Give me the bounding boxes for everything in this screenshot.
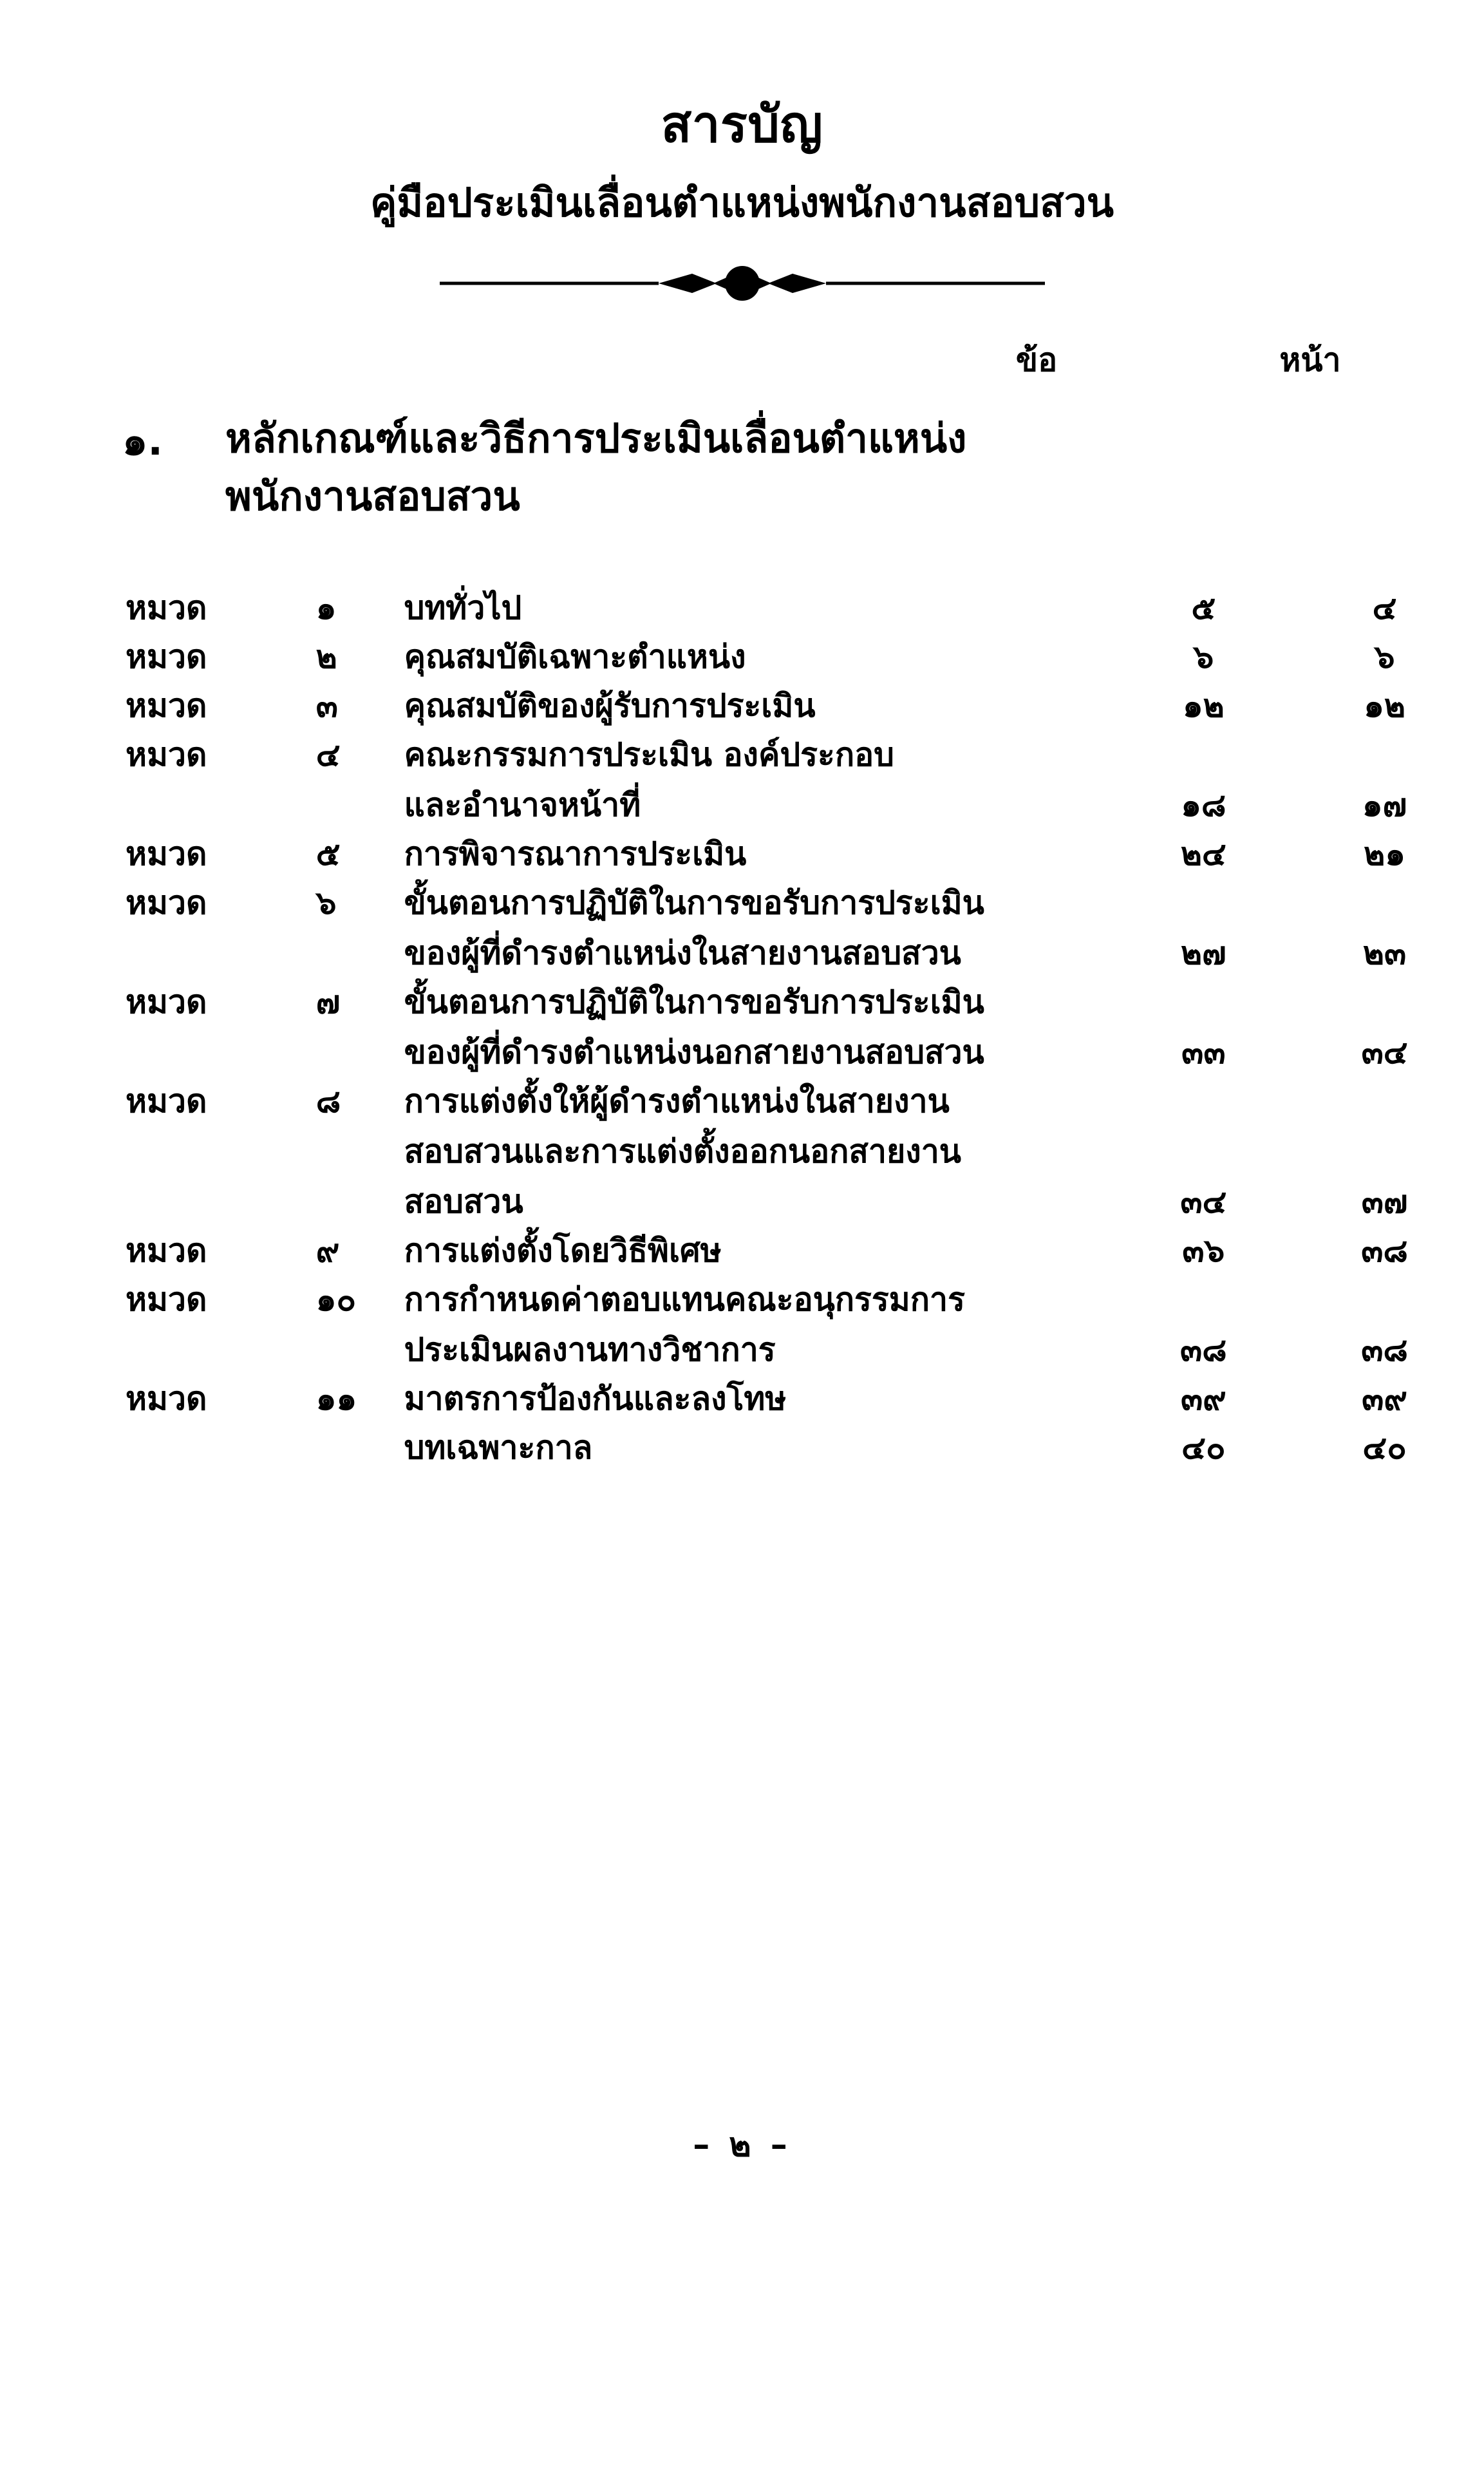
row-number: ๕ xyxy=(315,835,341,873)
row-page-no: ๔๐ xyxy=(1362,1428,1407,1466)
row-title: บททั่วไป xyxy=(404,589,522,627)
row-item-no: ๓๘ xyxy=(1179,1330,1227,1368)
row-item-no: ๖ xyxy=(1193,638,1214,676)
row-title-line-2: ของผู้ที่ดำรงตำแหน่งในสายงานสอบสวน xyxy=(404,934,961,972)
row-title: การแต่งตั้งโดยวิธีพิเศษ xyxy=(404,1231,722,1269)
row-page-no: ๓๗ xyxy=(1361,1182,1408,1220)
row-page-no: ๖ xyxy=(1374,638,1395,676)
row-number-empty xyxy=(316,1176,398,1226)
row-title: คณะกรรมการประเมิน องค์ประกอบ xyxy=(404,735,894,773)
page-footer: – ๒ – xyxy=(693,2126,791,2164)
document-page xyxy=(0,97,1484,2247)
section-title xyxy=(225,410,1127,525)
row-title: ขั้นตอนการปฏิบัติในการขอรับการประเมิน xyxy=(404,983,984,1021)
row-page-no: ๑๒ xyxy=(1364,686,1405,724)
row-page-no: ๒๓ xyxy=(1363,934,1407,972)
section-title-line-2: พนักงานสอบสวน xyxy=(225,472,520,520)
row-title-line-3: สอบสวน xyxy=(404,1182,523,1220)
row-number: ๑ xyxy=(315,589,337,627)
row-number-empty xyxy=(316,1126,398,1176)
row-label-empty xyxy=(0,1026,316,1077)
row-title: ขั้นตอนการปฏิบัติในการขอรับการประเมิน xyxy=(404,883,984,921)
column-header-page: หน้า xyxy=(1279,341,1341,379)
row-label-empty xyxy=(0,1176,316,1226)
row-title-line-2: สอบสวนและการแต่งตั้งออกนอกสายงาน xyxy=(404,1132,961,1170)
row-number-empty xyxy=(316,779,398,829)
row-label-empty xyxy=(0,779,316,829)
row-title: บทเฉพาะกาล xyxy=(404,1428,593,1466)
section-title-line-1: หลักเกณฑ์และวิธีการประเมินเลื่อนตำแหน่ง xyxy=(225,415,967,462)
row-number: ๘ xyxy=(315,1082,341,1120)
row-number-empty xyxy=(316,927,398,978)
row-title: การพิจารณาการประเมิน xyxy=(404,835,747,873)
row-label-empty xyxy=(0,1324,316,1374)
row-page-no: ๓๘ xyxy=(1361,1231,1408,1269)
column-headers xyxy=(0,335,1484,380)
row-item-no: ๓๔ xyxy=(1180,1182,1227,1220)
row-item-no: ๑๒ xyxy=(1182,686,1225,724)
row-title: การแต่งตั้งให้ผู้ดำรงตำแหน่งในสายงาน xyxy=(404,1082,950,1120)
row-label-empty xyxy=(0,927,316,978)
row-page-no: ๒๑ xyxy=(1364,835,1405,873)
row-label: หมวด xyxy=(126,1280,207,1318)
page-subtitle: คู่มือประเมินเลื่อนตำแหน่งพนักงานสอบสวน xyxy=(370,178,1114,226)
row-label: หมวด xyxy=(126,686,207,724)
row-title-line-2: ประเมินผลงานทางวิชาการ xyxy=(404,1330,776,1368)
row-page-no: ๓๔ xyxy=(1361,1033,1408,1071)
page-title: สารบัญ xyxy=(661,96,823,154)
row-number: ๔ xyxy=(315,735,341,773)
row-label: หมวด xyxy=(126,835,207,873)
row-number: ๓ xyxy=(315,686,338,724)
row-item-no: ๓๙ xyxy=(1180,1379,1226,1417)
row-title: การกำหนดค่าตอบแทนคณะอนุกรรมการ xyxy=(404,1280,965,1318)
row-page-no: ๓๘ xyxy=(1361,1330,1408,1368)
row-page-no: ๑๗ xyxy=(1362,786,1407,824)
row-number-empty xyxy=(316,1026,398,1077)
row-label: หมวด xyxy=(126,883,207,921)
row-number: ๒ xyxy=(315,638,337,676)
row-number: ๙ xyxy=(315,1231,340,1269)
row-title: คุณสมบัติของผู้รับการประเมิน xyxy=(404,686,816,724)
row-item-no: ๓๓ xyxy=(1181,1033,1226,1071)
row-item-no: ๑๘ xyxy=(1181,786,1226,824)
row-number-empty xyxy=(316,1423,398,1472)
row-number: ๗ xyxy=(315,983,341,1021)
row-number: ๑๐ xyxy=(315,1280,357,1318)
row-label: หมวด xyxy=(126,983,207,1021)
row-title: มาตรการป้องกันและลงโทษ xyxy=(404,1379,787,1417)
section-number: ๑. xyxy=(122,417,163,465)
decorative-divider-icon xyxy=(440,261,1045,306)
row-number-empty xyxy=(316,1324,398,1374)
row-item-no: ๒๗ xyxy=(1181,934,1226,972)
row-title-line-2: และอำนาจหน้าที่ xyxy=(404,786,641,824)
row-label: หมวด xyxy=(126,1231,207,1269)
row-label: หมวด xyxy=(126,735,207,773)
column-header-item: ข้อ xyxy=(1015,341,1058,379)
decorative-divider-wrap xyxy=(0,258,1484,309)
row-label: หมวด xyxy=(126,589,207,627)
row-label: หมวด xyxy=(126,1379,207,1417)
row-title: คุณสมบัติเฉพาะตำแหน่ง xyxy=(404,638,746,676)
row-item-no: ๒๔ xyxy=(1180,835,1226,873)
row-label-empty xyxy=(0,1126,316,1176)
row-page-no: ๔ xyxy=(1372,589,1397,627)
row-number: ๖ xyxy=(315,883,337,921)
row-label: หมวด xyxy=(126,638,207,676)
row-label-empty xyxy=(0,1423,316,1472)
row-item-no: ๕ xyxy=(1191,589,1216,627)
row-page-no: ๓๙ xyxy=(1362,1379,1407,1417)
row-item-no: ๓๖ xyxy=(1182,1231,1225,1269)
row-title-line-2: ของผู้ที่ดำรงตำแหน่งนอกสายงานสอบสวน xyxy=(404,1033,984,1071)
row-number: ๑๑ xyxy=(315,1379,357,1417)
row-item-no: ๔๐ xyxy=(1181,1428,1226,1466)
section-heading xyxy=(0,410,1484,525)
row-label: หมวด xyxy=(126,1082,207,1120)
